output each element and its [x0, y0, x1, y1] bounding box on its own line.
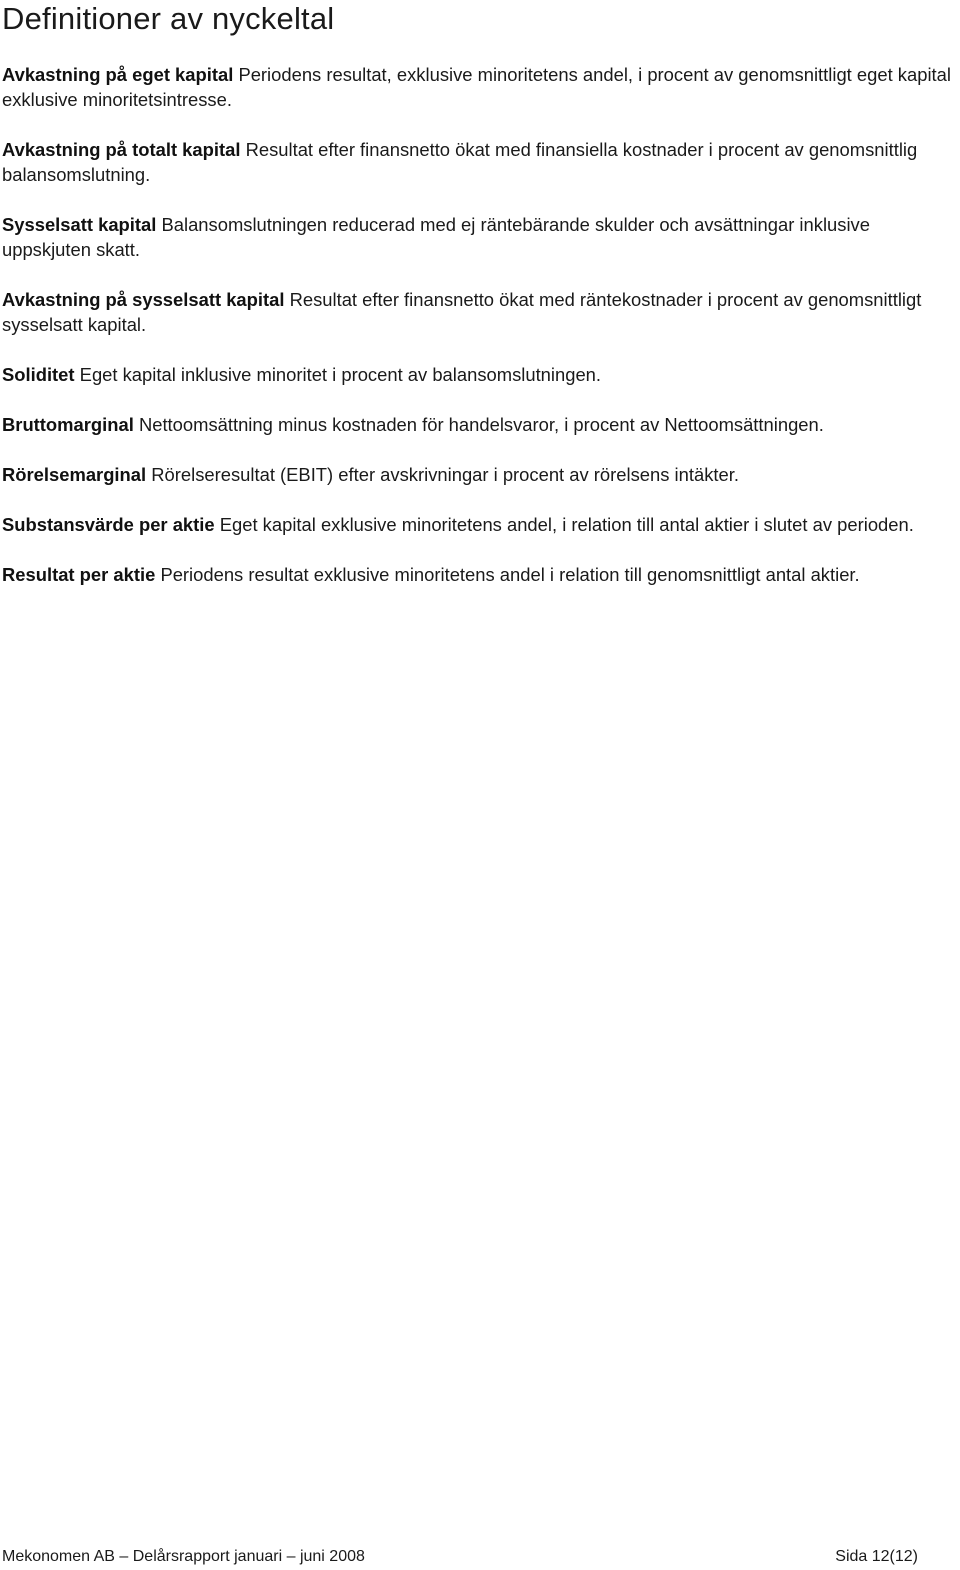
definition-text: Resultat efter finansnetto ökat med finansiella kostnader i procent av genomsnittlig balansomslutning.: [2, 139, 918, 185]
page-footer: [2, 1546, 918, 1568]
definition-term: Bruttomarginal: [2, 414, 134, 435]
definition-text: Balansomslutningen reducerad med ej räntebärande skulder och avsättningar inklusive uppskjuten skatt.: [2, 214, 870, 260]
footer-document-title: Mekonomen AB – Delårsrapport januari – juni 2008: [2, 1548, 365, 1565]
definition-term: Avkastning på totalt kapital: [2, 139, 241, 160]
definition-term: Sysselsatt kapital: [2, 214, 157, 235]
definition-item: [2, 362, 952, 387]
definition-text: Nettoomsättning minus kostnaden för handelsvaror, i procent av Nettoomsättningen.: [138, 414, 824, 435]
definition-item: [2, 62, 952, 112]
definition-text: Eget kapital exklusive minoritetens andel, i relation till antal aktier i slutet av perioden.: [219, 514, 914, 535]
definition-text: Periodens resultat, exklusive minoritetens andel, i procent av genomsnittligt eget kapital exklusive minoritetsintresse.: [2, 64, 951, 110]
definition-item: [2, 562, 952, 587]
definition-item: [2, 412, 952, 437]
definition-text: Resultat efter finansnetto ökat med räntekostnader i procent av genomsnittligt sysselsatt kapital.: [2, 289, 922, 335]
definition-term: Resultat per aktie: [2, 564, 156, 585]
footer-page-number: Sida 12(12): [835, 1548, 918, 1565]
definitions-list: [2, 62, 952, 612]
definition-item: [2, 512, 952, 537]
definition-text: Periodens resultat exklusive minoritetens andel i relation till genomsnittligt antal aktier.: [160, 564, 860, 585]
page-title: Definitioner av nyckeltal: [2, 1, 335, 36]
definition-item: [2, 212, 952, 262]
definition-term: Soliditet: [2, 364, 75, 385]
definition-item: [2, 462, 952, 487]
definition-term: Avkastning på sysselsatt kapital: [2, 289, 285, 310]
definition-term: Rörelsemarginal: [2, 464, 147, 485]
definition-item: [2, 137, 952, 187]
definition-item: [2, 287, 952, 337]
definition-term: Avkastning på eget kapital: [2, 64, 234, 85]
definition-text: Rörelseresultat (EBIT) efter avskrivningar i procent av rörelsens intäkter.: [151, 464, 739, 485]
definition-text: Eget kapital inklusive minoritet i procent av balansomslutningen.: [79, 364, 602, 385]
definition-term: Substansvärde per aktie: [2, 514, 215, 535]
